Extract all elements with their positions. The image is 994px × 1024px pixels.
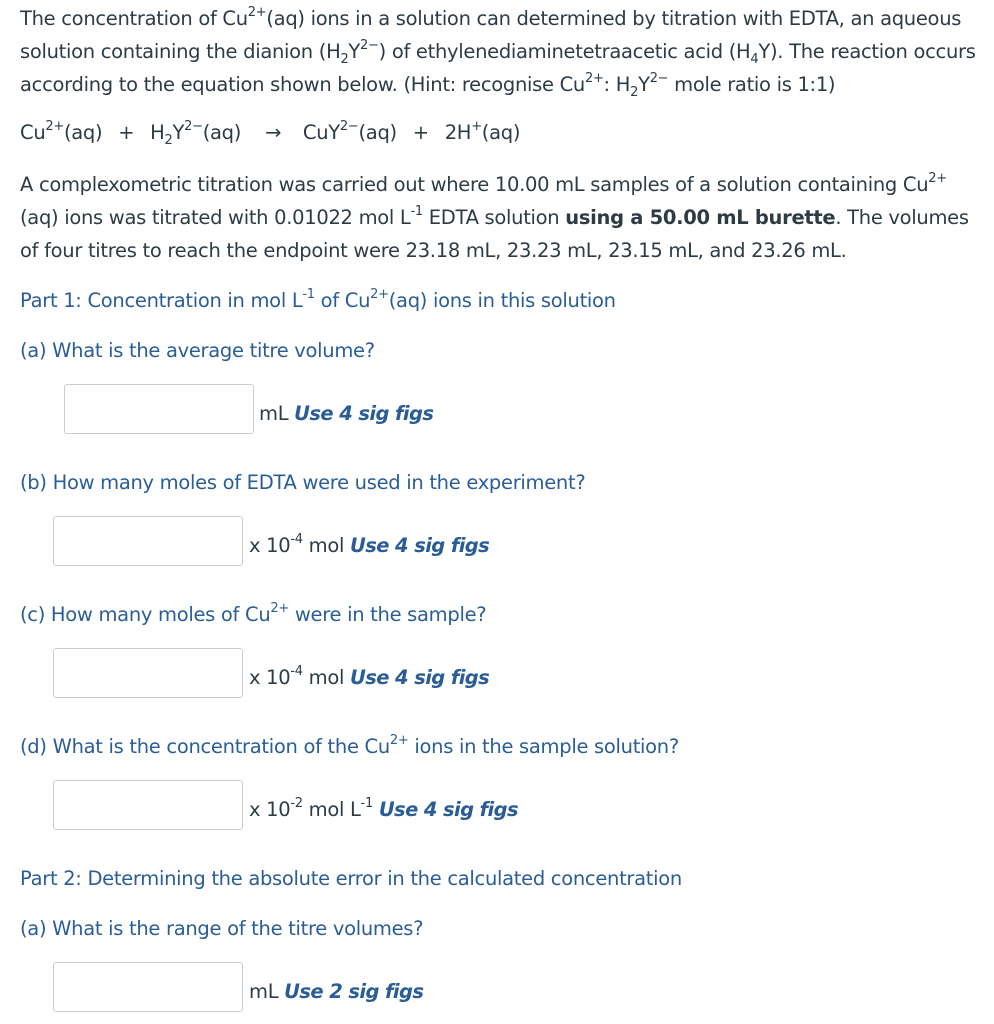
question-b-text: (b) How many moles of EDTA were used in the experiment? (20, 471, 586, 494)
reaction-arrow: → (264, 121, 282, 144)
question-c-text: (c) How many moles of $Cu^{2+}$ were in the sample? (20, 601, 487, 626)
unit-label-a: mL Use 4 sig figs (259, 402, 434, 425)
question-d-text: (d) What is the concentration of the $Cu^{2+}$ ions in the sample solution? (20, 733, 679, 758)
part2-question-a-text: (a) What is the range of the titre volumes? (20, 917, 424, 940)
answer-input-b[interactable] (53, 516, 243, 566)
question-a-text: (a) What is the average titre volume? (20, 339, 375, 362)
intro-paragraph: The concentration of $Cu^{2+}(aq)$ ions in a solution can determined by titration with EDTA, an aqueous solution containing the dianion $(H_2Y^{2-})$ of ethylenediaminetetraacetic acid $(H_4Y)$. The reaction occurs according to the equation shown below. (Hint: recognise $Cu^{2+}$: $H_2Y^{2-}$ mole ratio is 1:1) (20, 5, 976, 100)
answer-input-part2-a[interactable] (53, 962, 243, 1012)
unit-label-d: x $10^{-2}$ mol $L^{-1}$ Use 4 sig figs (249, 796, 519, 821)
setup-paragraph: A complexometric titration was carried out where 10.00 mL samples of a solution containing $Cu^{2+}$ (aq) ions was titrated with 0.01022 mol $L^{-1}$ EDTA solution using a 50.00 mL burette. The volumes of four titres to reach the endpoint were 23.18 mL, 23.23 mL, 23.15 mL, and 23.26 mL. (20, 171, 969, 262)
answer-input-c[interactable] (53, 648, 243, 698)
unit-label-part2-a: mL Use 2 sig figs (249, 980, 424, 1003)
reaction-equation: $Cu^{2+}(aq) + H_2Y^{2-}(aq) \to CuY^{2-}(aq) + 2H^+(aq)$ (20, 119, 521, 148)
part1-heading: Part 1: Concentration in mol $L^{-1}$ of $Cu^{2+}(aq)$ ions in this solution (20, 287, 616, 312)
answer-input-a[interactable] (64, 384, 254, 434)
unit-label-b: x $10^{-4}$ mol Use 4 sig figs (249, 532, 490, 557)
answer-input-d[interactable] (53, 780, 243, 830)
unit-label-c: x $10^{-4}$ mol Use 4 sig figs (249, 664, 490, 689)
part2-heading: Part 2: Determining the absolute error in the calculated concentration (20, 867, 682, 890)
